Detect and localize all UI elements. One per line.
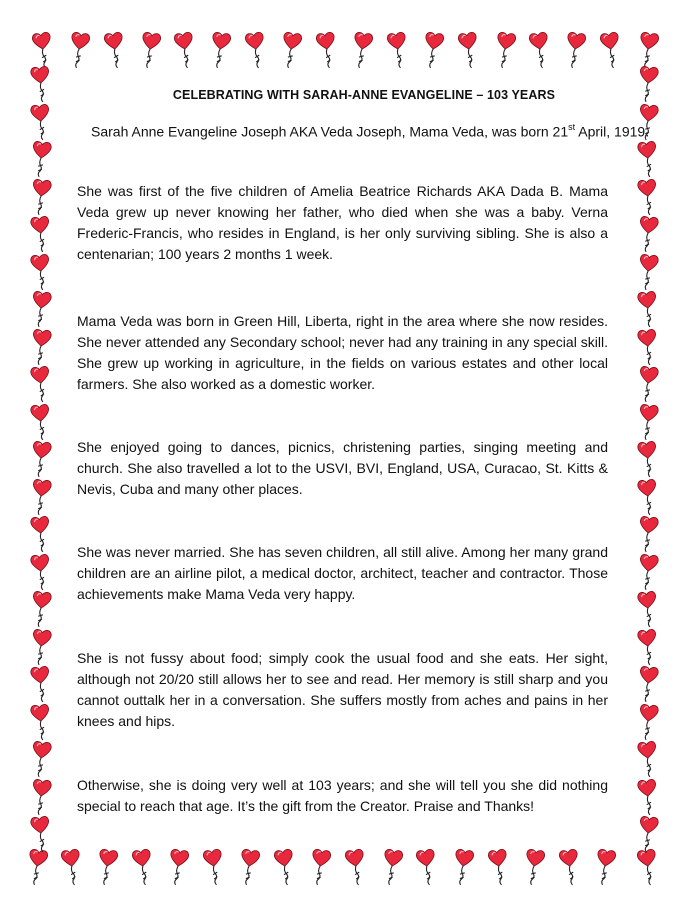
heart-balloon-icon [28, 400, 54, 442]
page-title [0, 88, 696, 102]
heart-balloon-icon [28, 475, 54, 517]
heart-balloon-icon [271, 846, 298, 889]
intro-text: Sarah Anne Evangeline Joseph AKA Veda Joseph, Mama Veda, was born 21 [91, 123, 569, 140]
heart-balloon-icon [635, 400, 661, 442]
heart-balloon-icon [378, 846, 405, 889]
heart-balloon-icon [28, 550, 54, 592]
heart-balloon-icon [28, 513, 54, 555]
heart-balloon-icon [384, 29, 411, 72]
paragraph-family: She was first of the five children of Amelia Beatrice Richards AKA Dada B. Mama Veda grew up never knowing her father, who died when she was a baby. Verna Frederic-Francis, who resides in England, is her only surviving sibling. She is also a centenarian; 100 years 2 months 1 week. [77, 183, 608, 262]
heart-balloon-icon [28, 213, 54, 255]
heart-balloon-icon [28, 138, 54, 180]
heart-balloon-icon [242, 29, 269, 72]
heart-balloon-icon [348, 29, 375, 72]
paragraph-travel: She enjoyed going to dances, picnics, christening parties, singing meeting and church. She also travelled a lot to the USVI, BVI, England, USA, Curacao, St. Kitts & Nevis, Cuba and many other places. [77, 439, 608, 497]
heart-balloon-icon [235, 846, 262, 889]
heart-balloon-icon [455, 29, 482, 72]
heart-balloon-icon [28, 250, 54, 292]
heart-balloon-icon [556, 846, 583, 889]
heart-balloon-icon [28, 700, 54, 742]
heart-balloon-icon [635, 475, 661, 517]
heart-balloon-icon [561, 29, 588, 72]
intro-line [91, 118, 650, 143]
heart-balloon-icon [526, 29, 553, 72]
heart-balloon-icon [164, 846, 191, 889]
heart-balloon-icon [313, 29, 340, 72]
heart-balloon-icon [28, 100, 54, 142]
heart-balloon-icon [413, 846, 440, 889]
heart-balloon-icon [65, 29, 92, 72]
heart-balloon-icon [449, 846, 476, 889]
heart-balloon-icon [635, 550, 661, 592]
heart-balloon-icon [635, 588, 661, 630]
heart-balloon-icon [28, 438, 54, 480]
heart-balloon-icon [635, 775, 661, 817]
page-title-text: CELEBRATING WITH SARAH-ANNE EVANGELINE – 103 YEARS [172, 88, 556, 102]
heart-balloon-icon [635, 325, 661, 367]
heart-balloon-icon [136, 29, 163, 72]
heart-balloon-icon [635, 363, 661, 405]
heart-balloon-icon [206, 29, 233, 72]
heart-balloon-icon [306, 846, 333, 889]
heart-balloon-icon [28, 175, 54, 217]
heart-balloon-icon [28, 663, 54, 705]
heart-balloon-icon [129, 846, 156, 889]
heart-balloon-icon [591, 846, 618, 889]
heart-balloon-icon [342, 846, 369, 889]
paragraph-upbringing: Mama Veda was born in Green Hill, Liberta, right in the area where she now resides. She never attended any Secondary school; never had any training in any special skill. She grew up working in agriculture, in the fields on various estates and other local farmers. She also worked as a domestic worker. [77, 313, 608, 392]
heart-balloon-icon [635, 738, 661, 780]
heart-balloon-icon [200, 846, 227, 889]
heart-balloon-icon [58, 846, 85, 889]
heart-balloon-icon [28, 813, 54, 855]
heart-balloon-icon [28, 588, 54, 630]
heart-balloon-icon [597, 29, 624, 72]
paragraph-children: She was never married. She has seven children, all still alive. Among her many grand children are an airline pilot, a medical doctor, architect, teacher and contractor. Those achievements make Mama Veda very happy. [77, 544, 608, 602]
heart-balloon-icon [101, 29, 128, 72]
heart-balloon-icon [635, 250, 661, 292]
heart-balloon-icon [635, 175, 661, 217]
heart-balloon-icon [28, 775, 54, 817]
heart-balloon-icon [635, 138, 661, 180]
heart-balloon-icon [491, 29, 518, 72]
heart-balloon-icon [28, 288, 54, 330]
heart-balloon-icon [28, 738, 54, 780]
heart-balloon-icon [635, 625, 661, 667]
heart-balloon-icon [635, 813, 661, 855]
intro-superscript: st [568, 122, 576, 132]
heart-balloon-icon [277, 29, 304, 72]
paragraph-health: She is not fussy about food; simply cook the usual food and she eats. Her sight, although not 20/20 still allows her to see and read. Her memory is still sharp and you cannot outtalk her in a conversation. She suffers mostly from aches and pains in her knees and hips. [77, 650, 608, 729]
heart-balloon-icon [635, 438, 661, 480]
heart-balloon-icon [419, 29, 446, 72]
heart-balloon-icon [635, 513, 661, 555]
paragraph-closing: Otherwise, she is doing very well at 103 years; and she will tell you she did nothing special to reach that age. It’s the gift from the Creator. Praise and Thanks! [77, 777, 608, 814]
heart-balloon-icon [28, 625, 54, 667]
heart-balloon-icon [635, 700, 661, 742]
intro-text-end: April, 1919. [575, 123, 650, 140]
heart-balloon-icon [171, 29, 198, 72]
heart-balloon-icon [28, 325, 54, 367]
heart-balloon-icon [28, 363, 54, 405]
heart-balloon-icon [635, 663, 661, 705]
heart-balloon-icon [93, 846, 120, 889]
heart-balloon-icon [635, 288, 661, 330]
heart-balloon-icon [485, 846, 512, 889]
heart-balloon-icon [520, 846, 547, 889]
heart-balloon-icon [635, 213, 661, 255]
